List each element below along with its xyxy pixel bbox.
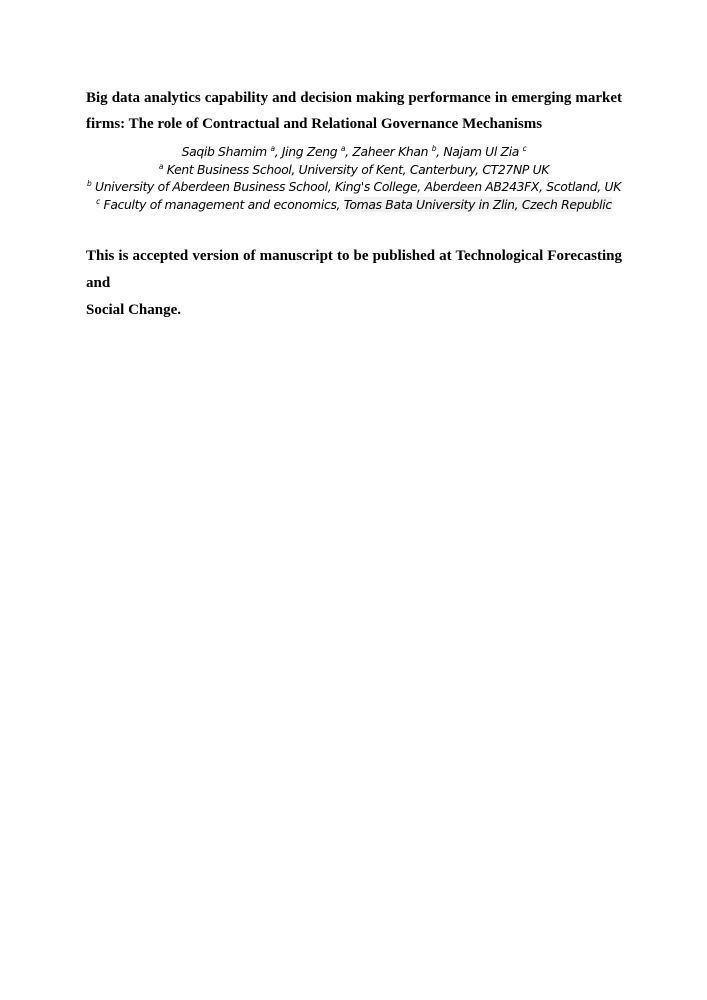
- affiliation-mark: b: [86, 179, 92, 189]
- affiliation-b: [60, 178, 648, 196]
- author-separator: ,: [436, 144, 444, 159]
- affiliation-a: [60, 161, 648, 179]
- affiliation-text-highlighted: Tomas Bata University in Zlin, Czech Republic: [343, 196, 612, 212]
- affiliation-text: University of Aberdeen Business School, King's College, Aberdeen AB243FX, Scotland, UK: [95, 179, 621, 195]
- author-separator: ,: [274, 144, 282, 159]
- author-affiliation-mark: b: [431, 144, 437, 153]
- author-affiliation-mark: c: [522, 144, 527, 153]
- affiliation-mark: a: [158, 161, 164, 171]
- author-name: Saqib Shamim: [181, 144, 267, 159]
- author-block: [60, 143, 648, 213]
- author-name: Najam Ul Zia: [443, 144, 520, 159]
- manuscript-note-line-2: Social Change.: [86, 302, 182, 318]
- author-list: [60, 143, 648, 161]
- affiliation-c: [60, 196, 648, 214]
- manuscript-note: [86, 243, 622, 324]
- author-name: Jing Zeng: [281, 144, 338, 159]
- author-separator: ,: [345, 144, 353, 159]
- manuscript-note-line-1: This is accepted version of manuscript to be published at Technological Forecasting and: [86, 248, 622, 291]
- author-affiliation-mark: a: [340, 144, 346, 153]
- author-affiliation-mark: a: [270, 144, 275, 153]
- paper-title-line-2: firms: The role of Contractual and Relational Governance Mechanisms: [86, 116, 543, 132]
- affiliation-text: Kent Business School, University of Kent, Canterbury, CT27NP UK: [166, 161, 550, 177]
- paper-title: [86, 85, 622, 137]
- affiliation-mark: c: [96, 196, 100, 206]
- affiliation-text: Faculty of management and economics,: [103, 196, 344, 212]
- paper-title-line-1: Big data analytics capability and decision making performance in emerging market: [86, 90, 622, 106]
- author-name: Zaheer Khan: [352, 144, 429, 159]
